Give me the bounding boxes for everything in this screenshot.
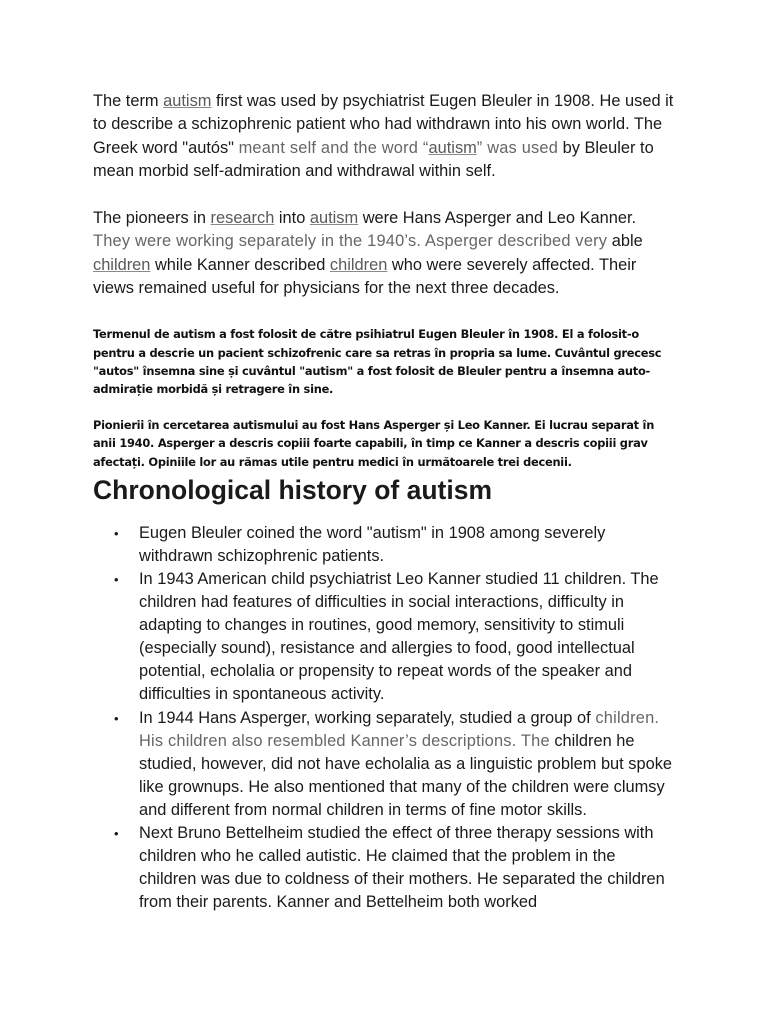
list-item-text: In 1944 Hans Asperger, working separately, studied a group of bbox=[139, 708, 591, 727]
history-list bbox=[93, 522, 676, 915]
list-item-text: children he studied, however, did not have echolalia as a linguistic problem but spoke like grownups. He also mentioned that many of the children were clumsy and different from normal children in terms of fine motor skills. bbox=[139, 731, 673, 819]
bullet-icon: • bbox=[114, 826, 119, 842]
link-autism[interactable]: autism bbox=[163, 92, 212, 110]
list-item-text-light: children. His children also resembled Kanner’s descriptions. The bbox=[139, 708, 660, 750]
text-light: They were working separately in the 1940’s. Asperger described very bbox=[93, 232, 608, 251]
bullet-icon: • bbox=[114, 710, 119, 726]
text-light: ” was used bbox=[476, 138, 559, 157]
romanian-paragraph-1: Termenul de autism a fost folosit de către psihiatrul Eugen Bleuler în 1908. El a folosit-o pentru a descrie un pacient schizofrenic care sa retras în propria sa lume. Cuvântul grecesc "autos" însemna sine și cuvântul "autism" a fost folosit de Bleuler pentru a însemna auto-admirație morbidă și retragere în sine. bbox=[93, 327, 662, 396]
list-item bbox=[114, 522, 676, 568]
list-item-text: Eugen Bleuler coined the word "autism" in 1908 among severely withdrawn schizophrenic patients. bbox=[139, 523, 606, 565]
intro-paragraph-2 bbox=[93, 207, 676, 300]
link-research[interactable]: research bbox=[210, 209, 275, 228]
text: by Bleuler to mean morbid self-admiration and withdrawal within self. bbox=[93, 138, 654, 180]
list-item bbox=[114, 822, 676, 914]
text: first was used by psychiatrist Eugen Bleuler in 1908. He used it to describe a schizophrenic patient who had withdrawn into his own world. The Greek word "autós" bbox=[93, 92, 674, 157]
section-heading: Chronological history of autism bbox=[93, 474, 493, 505]
text: The pioneers in bbox=[93, 209, 211, 228]
text: able bbox=[607, 232, 643, 251]
list-item-text: In 1943 American child psychiatrist Leo Kanner studied 11 children. The children had features of difficulties in social interactions, difficulty in adapting to changes in routines, good memory, sensitivity to stimuli (especially sound), resistance and allergies to food, good intellectual potential, echolalia or propensity to repeat words of the speaker and difficulties in spontaneous activity. bbox=[139, 569, 659, 704]
text: The term bbox=[93, 92, 164, 110]
list-item-text: Next Bruno Bettelheim studied the effect of three therapy sessions with children who he called autistic. He claimed that the problem in the children was due to coldness of their mothers. He separated the children from their parents. Kanner and Bettelheim both worked bbox=[139, 824, 665, 912]
text-light: meant self and the word “ bbox=[238, 138, 429, 157]
intro-paragraph-1 bbox=[93, 90, 676, 183]
link-autism-3[interactable]: autism bbox=[309, 209, 359, 228]
link-autism-2[interactable]: autism bbox=[428, 138, 477, 157]
link-children-1[interactable]: children bbox=[93, 255, 151, 274]
text: were Hans Asperger and Leo Kanner. bbox=[358, 209, 637, 228]
link-children-2[interactable]: children bbox=[329, 255, 388, 274]
text: into bbox=[274, 209, 310, 228]
bullet-icon: • bbox=[114, 525, 119, 541]
romanian-paragraph-2: Pionierii în cercetarea autismului au fost Hans Asperger și Leo Kanner. Ei lucrau separat în anii 1940. Asperger a descris copiii foarte capabili, în timp ce Kanner a descris copiii grav afectați. Opiniile lor au rămas utile pentru medici în următoarele trei decenii. bbox=[93, 418, 655, 469]
text: who were severely affected. Their views remained useful for physicians for the next three decades. bbox=[93, 255, 637, 298]
list-item bbox=[114, 568, 676, 707]
bullet-icon: • bbox=[114, 571, 119, 587]
text: while Kanner described bbox=[150, 255, 330, 274]
list-item bbox=[114, 707, 676, 822]
